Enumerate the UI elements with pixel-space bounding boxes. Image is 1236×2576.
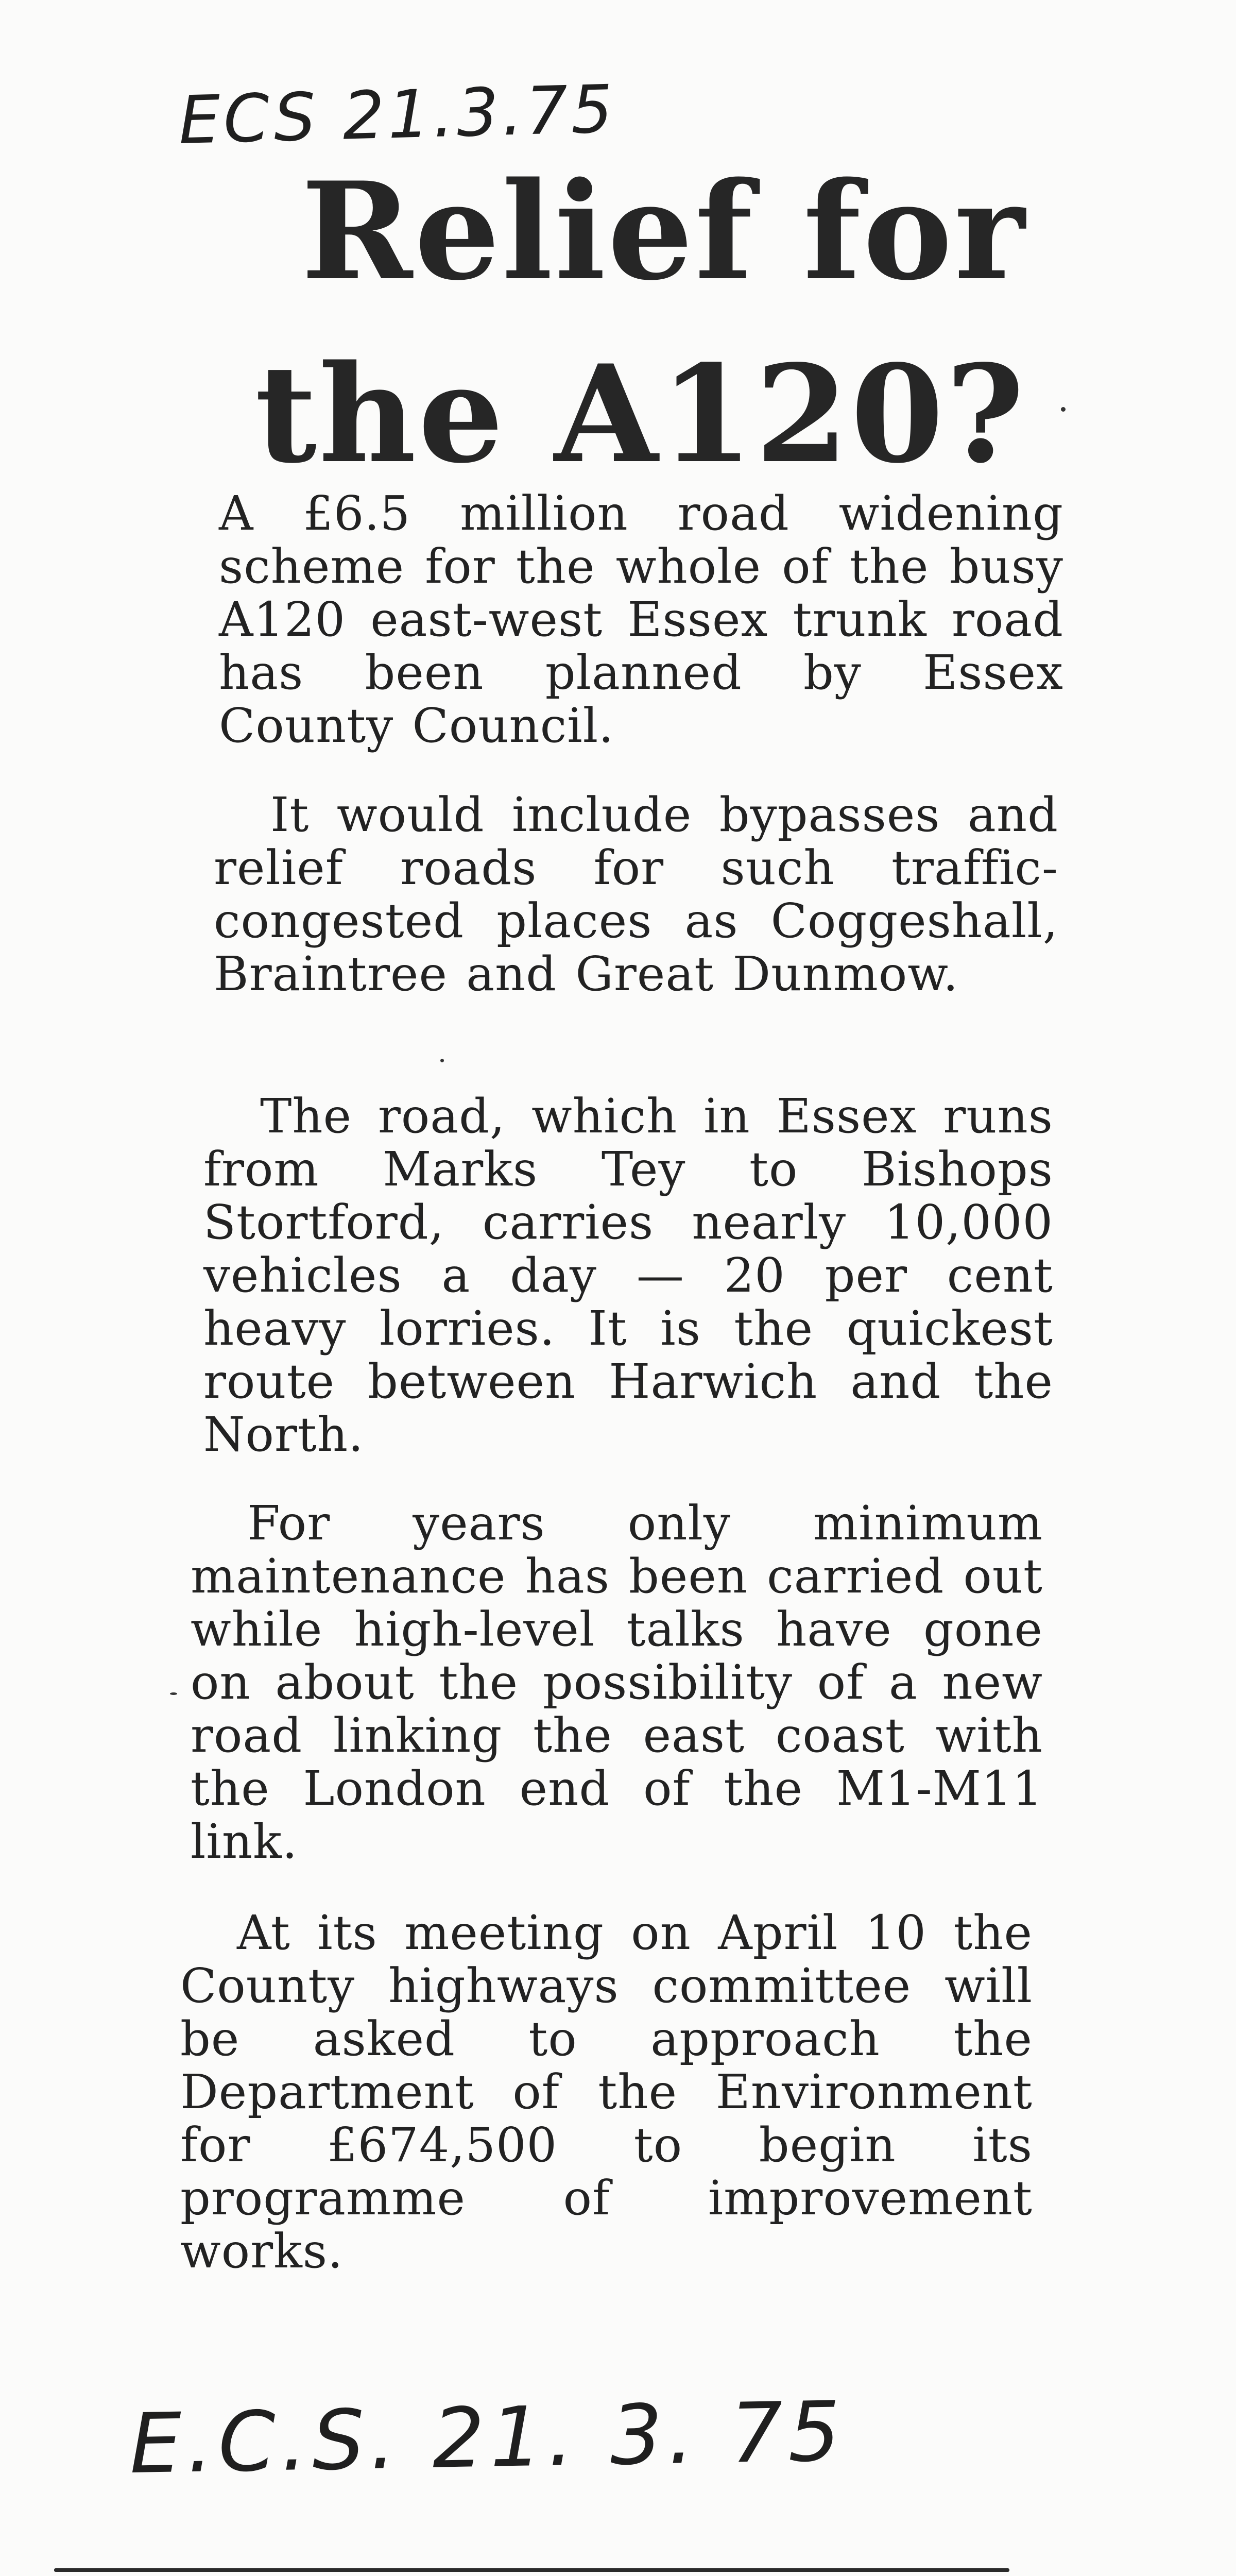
article-paragraph-1: A £6.5 million road widening scheme for the whole of the busy A120 east-west Essex trunk road has been planned by Essex County Council. <box>219 486 1063 753</box>
scan-speck <box>1061 407 1066 412</box>
handwritten-date-top: ECS 21.3.75 <box>178 71 617 159</box>
article-paragraph-3: The road, which in Essex runs from Marks Tey to Bishops Stortford, carries nearly 10,000 vehicles a day — 20 per cent heavy lorries. It is the quickest route between Harwich and the North. <box>203 1089 1053 1462</box>
article-paragraph-2: It would include bypasses and relief roads for such traffic-congested places as Coggeshall, Braintree and Great Dunmow. <box>214 787 1058 1002</box>
headline-line-1: Relief for <box>301 153 1027 310</box>
scan-speck <box>440 1059 444 1062</box>
handwritten-date-bottom: E.C.S. 21. 3. 75 <box>129 2383 847 2492</box>
headline-line-2: the A120? <box>255 336 1026 493</box>
scan-speck <box>170 1692 177 1695</box>
article-paragraph-5: At its meeting on April 10 the County highways committee will be asked to approach the Department of the Environment for £674,500 to begin its programme of improvement works. <box>180 1905 1033 2279</box>
underline-rule <box>54 2568 1009 2572</box>
article-paragraph-4: For years only minimum maintenance has been carried out while high-level talks have gone on about the possibility of a new road linking the east coast with the London end of the M1-M11 link. <box>191 1496 1043 1869</box>
